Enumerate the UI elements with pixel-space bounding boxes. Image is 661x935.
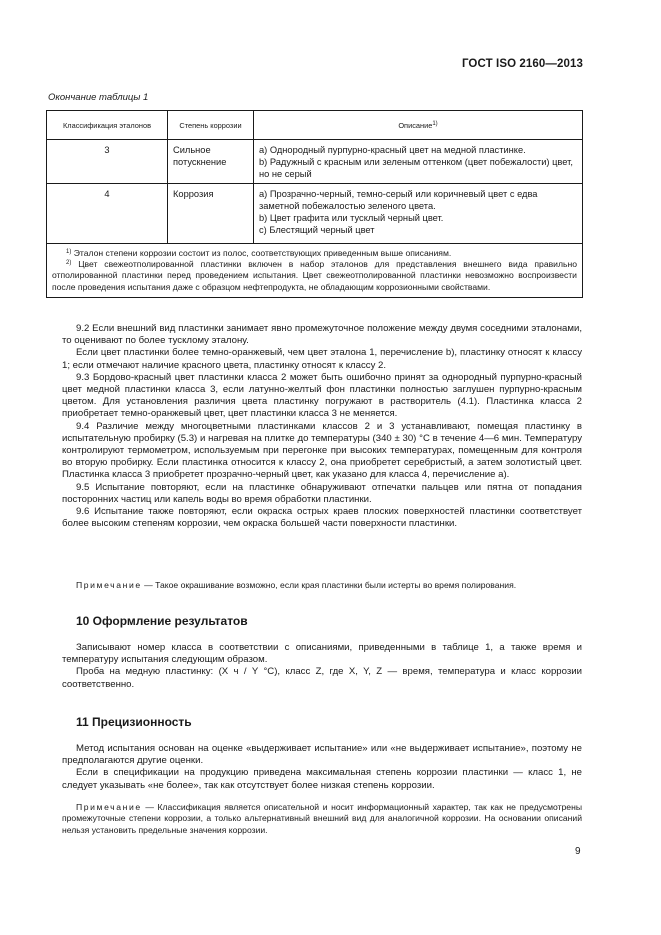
note-9: Примечание — Такое окрашивание возможно, если края пластинки были истерты во время полирования. — [76, 580, 517, 590]
cell-desc: a) Однородный пурпурно-красный цвет на медной пластинке. b) Радужный с красным или зеленым оттенком (цвет побежалости) цвет, но не серый — [254, 140, 583, 184]
table-caption: Окончание таблицы 1 — [48, 92, 149, 103]
footnote-cell — [47, 244, 583, 298]
para-9-3: 9.3 Бордово-красный цвет пластинки класса 2 может быть ошибочно принят за однородный пурпурно-красный цвет медной пластинки класса 3, если латунно-желтый фон пластинки полностью заглушен пурпурно-красным цветом. Для установления различия цвета пластинку погружают в растворитель (4.1). Пластинка класса 2 приобретает темно-оранжевый цвет, цвет пластинки класса 3 не меняется. — [62, 371, 582, 420]
table-row — [47, 184, 583, 244]
cell-degree: Коррозия — [168, 184, 254, 244]
footnote-1: $^{1)}$ Эталон степени коррозии состоит из полос, соответствующих приведенным выше описаниям. — [66, 248, 452, 258]
footnote-2: $^{2)}$ Цвет свежеотполированной пластинки включен в набор эталонов для представления внешнего вида правильно отполированной пластинки перед проведением испытания. Цвет свежеотполированной пластинки невозможно воспроизвести после проведения испытания даже с образцом нефтепродукта, не обладающим коррозионными свойствами. — [52, 259, 577, 292]
col-header-desc: Описание$^{1)}$ — [254, 111, 583, 140]
para-11-2: Если в спецификации на продукцию приведена максимальная степень коррозии пластинки — класс 1, не следует указывать «не более», так как отсутствует более низкая степень коррозии. — [62, 767, 582, 791]
section-11-text — [62, 743, 582, 792]
table-footnotes — [47, 244, 583, 298]
standard-number: ГОСТ ISO 2160—2013 — [461, 58, 583, 70]
para-10-1: Записывают номер класса в соответствии с описаниями, приведенными в таблице 1, а также время и температуру испытания следующим образом. — [62, 642, 582, 666]
para-9-6: 9.6 Испытание также повторяют, если окраска острых краев плоских поверхностей пластинки соответствует более высоким степеням коррозии, чем окраска большей части поверхности пластинки. — [62, 506, 582, 530]
para-9-5: 9.5 Испытание повторяют, если на пластинке обнаруживают отпечатки пальцев или пятна от попадания посторонних частиц или капель воды во время обработки пластинки. — [62, 481, 582, 505]
para-11-1: Метод испытания основан на оценке «выдерживает испытание» или «не выдерживает испытание», поэтому не предполагаются другие оценки. — [62, 743, 582, 767]
section-9-text — [62, 323, 582, 530]
col-header-degree: Степень коррозии — [168, 111, 254, 140]
cell-desc: a) Прозрачно-черный, темно-серый или коричневый цвет с едва заметной побежалостью зеленого цвета. b) Цвет графита или тусклый черный цвет. c) Блестящий черный цвет — [254, 184, 583, 244]
table-header-row — [47, 111, 583, 140]
para-9-2-cont: Если цвет пластинки более темно-оранжевый, чем цвет эталона 1, перечисление b), пластинку относят к классу 1; если отмечают наличие красного цвета, пластинку относят к классу 2. — [62, 347, 582, 371]
para-9-4: 9.4 Различие между многоцветными пластинками классов 2 и 3 устанавливают, помещая пластинку в испытательную пробирку (5.3) и нагревая на плитке до температуры (340 ± 30) °C в течение 4—6 мин. Температуру контролируют термометром, используемым при перегонке при высоких температурах, помещенным для контроля во вторую пробирку. Если пластинка относится к классу 2, она приобретет серебристый, а затем золотистый цвет. Пластинка класса 3 приобретет прозрачно-черный цвет, как указано для класса 4, перечисление а). — [62, 420, 582, 481]
cell-class: 3 — [47, 140, 168, 184]
table-row — [47, 140, 583, 184]
para-10-2: Проба на медную пластинку: (X ч / Y °C), класс Z, где X, Y, Z — время, температура и класс коррозии соответственно. — [62, 666, 582, 690]
note-11: Примечание — Классификация является описательной и носит информационный характер, так как не предусмотрены промежуточные степени коррозии, а только альтернативный внешний вид для аналогичной коррозии. На основании описаний нельзя установить предельные значения коррозии. — [62, 802, 582, 835]
para-9-2: 9.2 Если внешний вид пластинки занимает явно промежуточное положение между двумя соседними эталонами, то оценивают по более тусклому эталону. — [62, 323, 582, 347]
section-10-title: 10 Оформление результатов — [76, 614, 248, 628]
col-header-class: Классификация эталонов — [47, 111, 168, 140]
page-number: 9 — [575, 846, 581, 857]
corrosion-table — [46, 110, 583, 298]
section-11-title: 11 Прецизионность — [76, 715, 192, 729]
cell-class: 4 — [47, 184, 168, 244]
section-10-text — [62, 642, 582, 691]
cell-degree: Сильное потускнение — [168, 140, 254, 184]
